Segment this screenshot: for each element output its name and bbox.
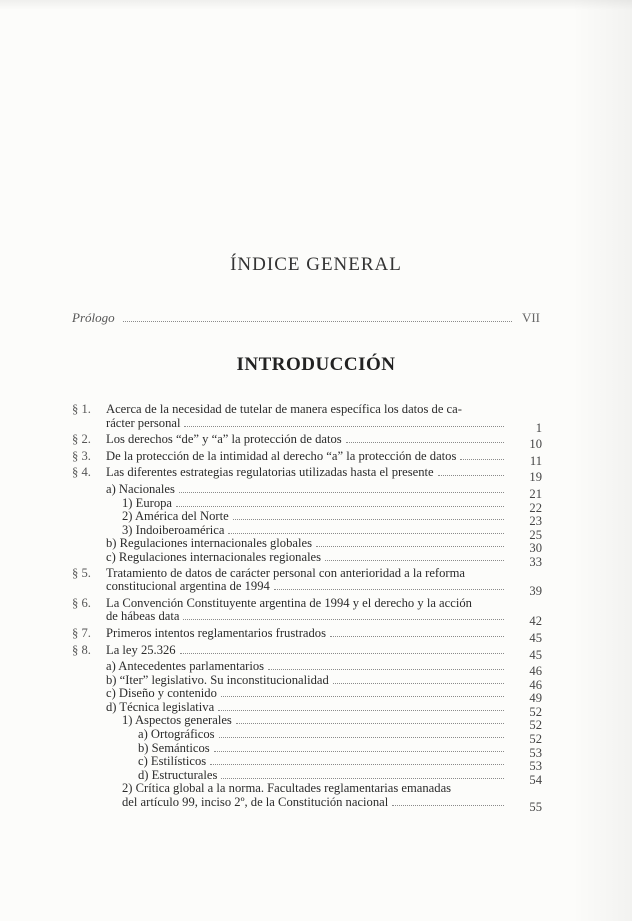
dot-leader	[460, 458, 504, 460]
dot-leader	[183, 618, 504, 620]
entry-text: b) “Iter” legislativo. Su inconstitucionalidad	[106, 672, 329, 687]
dot-leader	[123, 320, 512, 322]
dot-leader	[210, 763, 504, 765]
toc-entry	[72, 625, 542, 645]
page-number: 53	[529, 745, 542, 760]
page-number: 23	[529, 514, 542, 529]
dot-leader	[176, 505, 504, 507]
dot-leader	[221, 695, 504, 697]
dot-leader	[219, 736, 504, 738]
toc-entry	[72, 672, 542, 692]
toc-entry	[72, 754, 542, 774]
dot-leader	[268, 668, 504, 670]
entry-text: del artículo 99, inciso 2º, de la Constitución nacional	[122, 795, 389, 810]
page-number: 46	[529, 664, 542, 679]
dot-leader	[438, 474, 504, 476]
table-of-contents	[72, 402, 542, 815]
entry-text: a) Antecedentes parlamentarios	[106, 659, 265, 674]
toc-entry	[72, 713, 542, 733]
toc-entry	[72, 448, 542, 468]
page-number: 21	[529, 486, 542, 501]
section-number: § 2.	[72, 432, 91, 447]
page-number: 55	[529, 800, 542, 815]
entry-text: 3) Indoiberoamérica	[122, 522, 225, 537]
dot-leader	[333, 682, 504, 684]
section-title: INTRODUCCIÓN	[236, 354, 396, 375]
page-number: 54	[529, 772, 542, 787]
dot-leader	[228, 532, 504, 534]
dot-leader	[184, 425, 504, 427]
toc-entry	[72, 509, 542, 529]
toc-entry	[72, 565, 542, 599]
entry-text: Primeros intentos reglamentarios frustrados	[106, 625, 326, 640]
dot-leader	[346, 441, 504, 443]
toc-entry	[72, 522, 542, 542]
toc-entry	[72, 432, 542, 452]
toc-entry	[72, 767, 542, 787]
scan-shadow-edge	[572, 0, 632, 921]
dot-leader	[221, 777, 504, 779]
entry-text: Acerca de la necesidad de tutelar de manera específica los datos de ca-	[106, 402, 462, 416]
page-number: 10	[529, 437, 542, 452]
entry-text: c) Diseño y contenido	[106, 686, 217, 701]
prologo-label: Prólogo	[72, 310, 115, 325]
entry-text: 1) Europa	[122, 495, 173, 510]
dot-leader	[392, 804, 504, 806]
toc-entry	[72, 465, 542, 485]
toc-entry	[72, 699, 542, 719]
entry-text: 1) Aspectos generales	[122, 713, 232, 728]
page-number: 1	[535, 420, 542, 435]
toc-entry	[72, 781, 542, 815]
entry-text: constitucional argentina de 1994	[106, 579, 270, 594]
toc-entry	[72, 402, 542, 435]
toc-entry-prologo	[72, 310, 540, 328]
toc-entry	[72, 481, 542, 501]
dot-leader	[218, 709, 504, 711]
entry-text: de hábeas data	[106, 609, 180, 624]
entry-text: a) Nacionales	[106, 481, 175, 496]
toc-entry	[72, 686, 542, 706]
toc-entry	[72, 740, 542, 760]
dot-leader	[330, 635, 504, 637]
dot-leader	[214, 750, 504, 752]
page-number: 42	[529, 614, 542, 629]
dot-leader	[325, 559, 504, 561]
prologo-page-number: VII	[521, 310, 540, 325]
scan-shadow-top	[0, 0, 632, 10]
dot-leader	[316, 545, 504, 547]
page-number: 19	[529, 470, 542, 485]
page-number: 52	[529, 732, 542, 747]
dot-leader	[274, 588, 504, 590]
toc-entry	[72, 642, 542, 662]
index-title: ÍNDICE GENERAL	[230, 254, 402, 275]
toc-entry	[72, 495, 542, 515]
entry-text: c) Estilísticos	[138, 754, 207, 769]
entry-text: d) Técnica legislativa	[106, 699, 215, 714]
entry-text: Los derechos “de” y “a” la protección de datos	[106, 432, 342, 447]
section-number: § 7.	[72, 625, 91, 640]
page-number: 53	[529, 759, 542, 774]
entry-text: b) Regulaciones internacionales globales	[106, 536, 312, 551]
section-number: § 4.	[72, 465, 91, 480]
dot-leader	[233, 518, 504, 520]
entry-text: La Convención Constituyente argentina de 1994 y el derecho y la acción	[106, 595, 472, 610]
section-number: § 6.	[72, 595, 91, 610]
entry-text: Las diferentes estrategias regulatorias utilizadas hasta el presente	[106, 465, 434, 480]
page-number: 30	[529, 541, 542, 556]
dot-leader	[179, 491, 504, 493]
toc-entry	[72, 659, 542, 679]
entry-text: Tratamiento de datos de carácter personal con anterioridad a la reforma	[106, 565, 465, 580]
entry-text: b) Semánticos	[138, 740, 210, 755]
page-number: 11	[529, 453, 542, 468]
page-number: 52	[529, 704, 542, 719]
entry-text: d) Estructurales	[138, 767, 218, 782]
page-number: 39	[529, 584, 542, 599]
entry-text: a) Ortográficos	[138, 727, 215, 742]
entry-text: c) Regulaciones internacionales regionales	[106, 549, 322, 564]
toc-entry	[72, 727, 542, 747]
dot-leader	[180, 652, 504, 654]
section-number: § 8.	[72, 642, 91, 657]
entry-text: 2) Crítica global a la norma. Facultades reglamentarias emanadas	[122, 781, 452, 796]
toc-entry	[72, 595, 542, 629]
entry-text: De la protección de la intimidad al derecho “a” la protección de datos	[106, 448, 457, 463]
page-number: 45	[529, 630, 542, 645]
section-number: § 1.	[72, 402, 91, 416]
page-number: 33	[529, 554, 542, 569]
entry-text: La ley 25.326	[106, 642, 176, 657]
toc-entry	[72, 536, 542, 556]
section-number: § 5.	[72, 565, 91, 580]
toc-entry	[72, 549, 542, 569]
page-number: 45	[529, 647, 542, 662]
entry-text: 2) América del Norte	[122, 509, 229, 524]
page-number: 22	[529, 500, 542, 515]
dot-leader	[236, 722, 504, 724]
page-number: 49	[529, 691, 542, 706]
page-number: 52	[529, 718, 542, 733]
page-number: 25	[529, 527, 542, 542]
page-number: 46	[529, 677, 542, 692]
section-number: § 3.	[72, 448, 91, 463]
entry-text: rácter personal	[106, 415, 181, 430]
